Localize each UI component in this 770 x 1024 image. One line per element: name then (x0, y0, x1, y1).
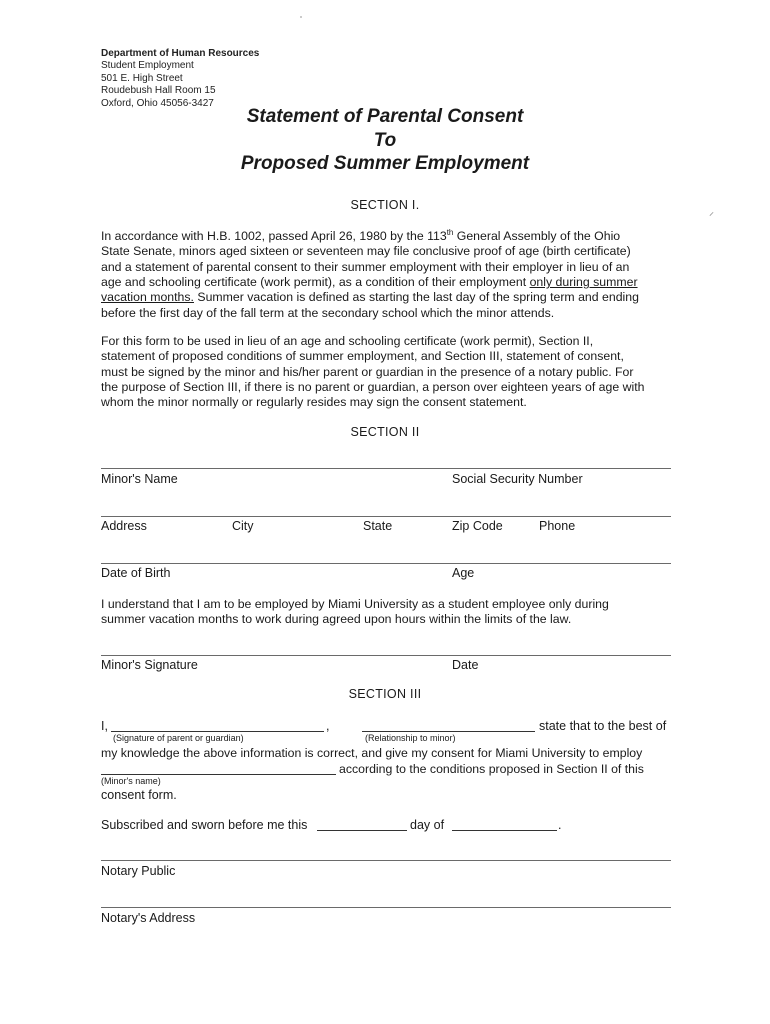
para1-line: and a statement of parental consent to their summer employment with their employer in lieu of an (101, 259, 630, 274)
relationship-caption: (Relationship to minor) (365, 733, 456, 743)
street-address: 501 E. High Street (101, 72, 183, 84)
address-line[interactable] (101, 516, 671, 517)
minor-signature-line[interactable] (101, 655, 671, 656)
title-line-1: Statement of Parental Consent (246, 106, 524, 127)
title-line-2: To (373, 130, 397, 151)
city-address: Oxford, Ohio 45056-3427 (101, 97, 214, 109)
phone-label: Phone (539, 519, 576, 533)
parent-signature-caption: (Signature of parent or guardian) (113, 733, 244, 743)
statement-line: I understand that I am to be employed by Miami University as a student employee only during (101, 597, 609, 611)
section-1-paragraph-2 (101, 334, 671, 410)
subscribed-text: Subscribed and sworn before me this (101, 818, 308, 832)
state-that-text: state that to the best of (539, 719, 667, 733)
scan-speck (300, 16, 302, 18)
department-name: Department of Human Resources (101, 48, 260, 59)
para2-line: the purpose of Section III, if there is no parent or guardian, a person over eighteen years of age with (101, 379, 645, 394)
age-label: Age (452, 566, 475, 580)
dob-line[interactable] (101, 563, 671, 564)
para1-line: vacation months. Summer vacation is defined as starting the last day of the spring term and ending (101, 290, 639, 305)
month-blank[interactable] (452, 830, 557, 831)
notary-address-label: Notary's Address (101, 911, 196, 925)
zip-code-label: Zip Code (452, 519, 503, 533)
statement-line: summer vacation months to work during agreed upon hours within the limits of the law. (101, 612, 572, 627)
section-1-paragraph-1 (101, 225, 671, 321)
minors-signature-label: Minor's Signature (101, 658, 198, 672)
section-2-heading: SECTION II (350, 425, 420, 439)
i-label: I, (101, 719, 108, 733)
comma: , (326, 719, 330, 733)
knowledge-line: my knowledge the above information is correct, and give my consent for Miami University to employ (101, 746, 643, 760)
according-line: according to the conditions proposed in Section II of this (339, 762, 644, 776)
section-3-heading: SECTION III (348, 687, 422, 701)
title-line-3: Proposed Summer Employment (240, 153, 530, 174)
address-label: Address (101, 519, 147, 533)
minor-name-line[interactable] (101, 468, 671, 469)
minors-name-blank[interactable] (101, 774, 336, 775)
notary-public-line[interactable] (101, 860, 671, 861)
city-label: City (232, 519, 254, 533)
scan-mark: ⸝ (709, 207, 714, 218)
date-of-birth-label: Date of Birth (101, 566, 171, 580)
day-blank[interactable] (317, 830, 407, 831)
office-name: Student Employment (101, 60, 194, 72)
notary-address-line[interactable] (101, 907, 671, 908)
relationship-blank[interactable] (362, 731, 535, 732)
notary-public-label: Notary Public (101, 864, 176, 878)
department-address (101, 48, 259, 110)
para2-line: whom the minor normally or regularly resides may sign the consent statement. (101, 395, 527, 410)
para1-line: State Senate, minors aged sixteen or seventeen may file conclusive proof of age (birth certificate) (101, 244, 631, 259)
ssn-label: Social Security Number (452, 472, 583, 486)
minors-name-label: Minor's Name (101, 472, 178, 486)
para1-line: before the first day of the fall term at the secondary school which the minor attends. (101, 305, 555, 320)
period: . (558, 818, 562, 832)
state-label: State (363, 519, 393, 533)
building-address: Roudebush Hall Room 15 (101, 85, 216, 97)
minors-name-caption: (Minor's name) (101, 776, 161, 786)
parent-signature-blank[interactable] (111, 731, 324, 732)
para1-line: age and schooling certificate (work permit), as a condition of their employment only during summer (101, 274, 638, 289)
para2-line: For this form to be used in lieu of an age and schooling certificate (work permit), Section II, (101, 334, 594, 348)
para2-line: must be signed by the minor and his/her parent or guardian in the presence of a notary public. For (101, 364, 634, 379)
para2-line: statement of proposed conditions of summer employment, and Section III, statement of consent, (101, 349, 624, 364)
employment-statement (101, 597, 671, 628)
date-label: Date (452, 658, 479, 672)
para1-line: In accordance with H.B. 1002, passed April 26, 1980 by the 113th General Assembly of the Ohio (101, 228, 621, 244)
day-of-text: day of (410, 818, 445, 832)
section-1-heading: SECTION I. (350, 198, 420, 212)
consent-form-text: consent form. (101, 788, 177, 802)
